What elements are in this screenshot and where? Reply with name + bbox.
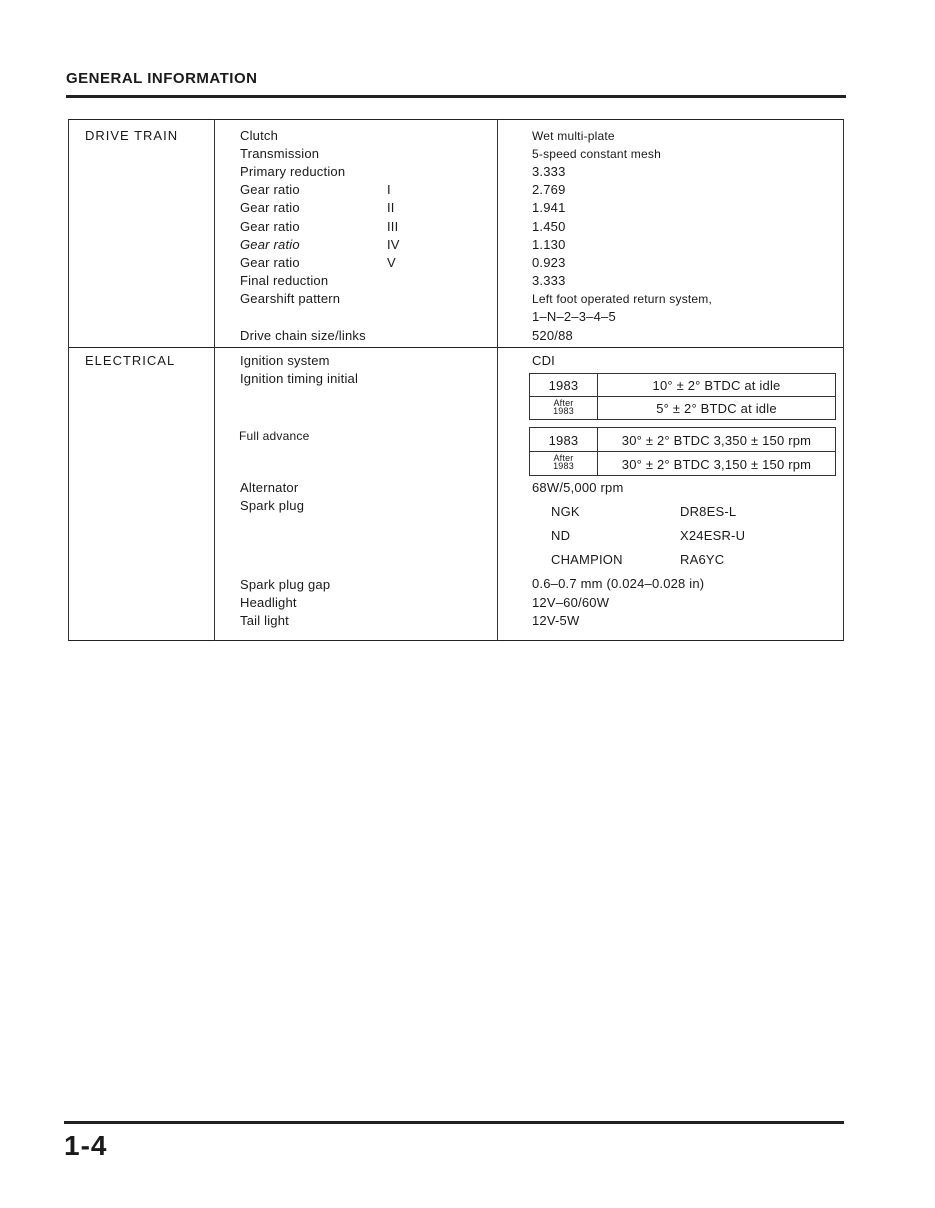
year-cell: 1983: [553, 406, 574, 416]
plug-model: DR8ES-L: [680, 504, 737, 519]
spec-item: Ignition system: [240, 353, 330, 368]
spec-item: Spark plug gap: [240, 577, 331, 592]
spec-item: Final reduction: [240, 273, 329, 288]
spec-item: Spark plug: [240, 498, 305, 513]
section-label-drive-train: DRIVE TRAIN: [85, 128, 179, 143]
spec-item: Clutch: [240, 128, 279, 143]
spec-value-line2: 1–N–2–3–4–5: [532, 309, 616, 324]
year-cell: 1983: [548, 433, 579, 448]
spec-item: Ignition timing initial: [240, 371, 359, 386]
spec-item: Alternator: [240, 480, 299, 495]
spec-value: 1.941: [532, 200, 566, 215]
gear-number: V: [387, 255, 396, 270]
table-border-left: [68, 119, 69, 641]
gear-number: III: [387, 219, 399, 234]
header-rule: [66, 95, 846, 98]
spec-value: 0.923: [532, 255, 566, 270]
spec-item: Gear ratio: [240, 237, 300, 252]
table-border-bottom: [68, 640, 844, 641]
timing-value: 5° ± 2° BTDC at idle: [656, 401, 777, 416]
full-advance-table: [529, 427, 836, 476]
spec-value: 1.450: [532, 219, 566, 234]
spec-item: Transmission: [240, 146, 320, 161]
spec-item: Gear ratio: [240, 200, 300, 215]
spec-value: 0.6–0.7 mm (0.024–0.028 in): [532, 576, 705, 591]
section-label-electrical: ELECTRICAL: [85, 353, 176, 368]
spec-item: Tail light: [240, 613, 289, 628]
spec-item: Gear ratio: [240, 182, 300, 197]
gear-number: IV: [387, 237, 400, 252]
advance-value: 30° ± 2° BTDC 3,150 ± 150 rpm: [621, 457, 812, 472]
spec-item: Gear ratio: [240, 255, 300, 270]
column-divider-2: [497, 119, 498, 641]
table-border-right: [843, 119, 844, 641]
spec-item: Gear ratio: [240, 219, 300, 234]
spec-value: 12V-5W: [532, 613, 580, 628]
spec-value: CDI: [532, 353, 555, 368]
section-divider: [68, 347, 844, 348]
page-title: GENERAL INFORMATION: [66, 70, 258, 87]
spec-value: 5-speed constant mesh: [532, 147, 661, 161]
spec-value: Wet multi-plate: [532, 129, 615, 143]
plug-brand: NGK: [551, 504, 580, 519]
year-cell: 1983: [553, 461, 574, 471]
plug-brand: CHAMPION: [551, 552, 623, 567]
table-border-top: [68, 119, 844, 120]
timing-value: 10° ± 2° BTDC at idle: [652, 378, 781, 393]
spec-value: 2.769: [532, 182, 566, 197]
spec-value: 3.333: [532, 164, 566, 179]
year-cell: 1983: [548, 378, 579, 393]
advance-value: 30° ± 2° BTDC 3,350 ± 150 rpm: [621, 433, 812, 448]
spec-item: Primary reduction: [240, 164, 346, 179]
spec-value: 3.333: [532, 273, 566, 288]
page-number: 1-4: [64, 1130, 108, 1161]
spec-value: 68W/5,000 rpm: [532, 480, 624, 495]
year-cell-top: After: [553, 453, 574, 463]
plug-model: X24ESR-U: [680, 528, 746, 543]
gear-number: II: [387, 200, 395, 215]
spec-item: Gearshift pattern: [240, 291, 341, 306]
spec-value: 520/88: [532, 328, 573, 343]
gear-number: I: [387, 182, 391, 197]
spec-item: Headlight: [240, 595, 297, 610]
plug-model: RA6YC: [680, 552, 725, 567]
spec-item: Full advance: [239, 429, 310, 443]
spec-value: 1.130: [532, 237, 566, 252]
spec-value: Left foot operated return system,: [532, 292, 713, 306]
year-cell-top: After: [553, 398, 574, 408]
footer-rule: [64, 1121, 844, 1124]
spec-item: Drive chain size/links: [240, 328, 366, 343]
plug-brand: ND: [551, 528, 571, 543]
ignition-timing-table: [529, 373, 836, 420]
spec-value: 12V–60/60W: [532, 595, 610, 610]
column-divider-1: [214, 119, 215, 641]
